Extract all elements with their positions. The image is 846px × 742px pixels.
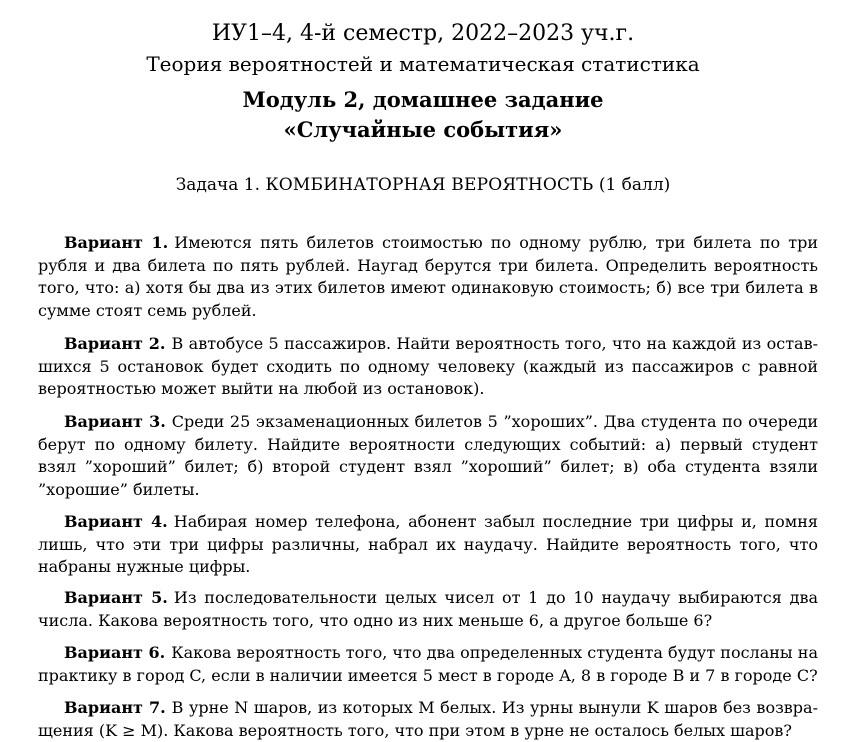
variant-4	[38, 511, 818, 579]
variant-label: Вариант 3.	[64, 412, 166, 431]
variant-5	[38, 587, 818, 632]
variant-text: В автобусе 5 пассажиров. Найти вероятность того, что на каждой из оставшихся 5 остановок будет сходить по одному человеку (каждый из пассажиров с равной вероятностью может выйти на любой из остановок).	[38, 334, 818, 399]
variant-label: Вариант 7.	[64, 698, 166, 717]
variant-label: Вариант 6.	[64, 643, 166, 662]
task-title: КОМБИНАТОРНАЯ ВЕРОЯТНОСТЬ	[265, 175, 594, 195]
task-points: (1 балл)	[598, 175, 671, 195]
topic-title: «Случайные события»	[283, 117, 563, 142]
variant-1	[38, 232, 818, 322]
task-heading	[0, 172, 846, 198]
variant-2	[38, 333, 818, 401]
variant-6	[38, 642, 818, 687]
task-prefix: Задача 1.	[175, 175, 261, 195]
course-line: ИУ1–4, 4-й семестр, 2022–2023 уч.г.	[211, 21, 635, 46]
module-title: Модуль 2, домашнее задание	[242, 87, 604, 112]
variant-label: Вариант 1.	[64, 233, 169, 252]
variant-text: Набирая номер телефона, абонент забыл последние три цифры и, помня лишь, что эти три цифры различны, набрал их наудачу. Найдите вероятность того, что набраны нужные цифры.	[38, 512, 818, 577]
subject-title: Теория вероятностей и математическая статистика	[146, 52, 700, 76]
variant-label: Вариант 5.	[64, 588, 168, 607]
variant-7	[38, 697, 818, 742]
variant-text: Какова вероятность того, что два определенных студента будут посланы на практику в город C, если в наличии имеется 5 мест в городе A, 8 в городе B и 7 в городе C?	[38, 643, 818, 685]
variant-3	[38, 411, 818, 501]
variant-text: В урне N шаров, из которых M белых. Из урны вынули K шаров без возвращения (K ≥ M). Какова вероятность того, что при этом в урне не осталось белых шаров?	[38, 698, 818, 740]
variant-text: Из последовательности целых чисел от 1 до 10 наудачу выбираются два числа. Какова вероятность того, что одно из них меньше 6, а другое больше 6?	[38, 588, 818, 630]
variant-label: Вариант 2.	[64, 334, 166, 353]
variant-text: Среди 25 экзаменационных билетов 5 ”хороших”. Два студента по очереди берут по одному билету. Найдите вероятности следующих событий: а) первый студент взял ”хороший” билет; б) второй студент взял ”хороший” билет; в) оба студента взяли ”хорошие” билеты.	[38, 412, 818, 499]
variant-label: Вариант 4.	[64, 512, 168, 531]
variant-text: Имеются пять билетов стоимостью по одному рублю, три билета по три рубля и два билета по пять рублей. Наугад берутся три билета. Определить вероятность того, что: а) хотя бы два из этих билетов имеют одинаковую стоимость; б) все три билета в сумме стоят семь рублей.	[38, 233, 819, 320]
